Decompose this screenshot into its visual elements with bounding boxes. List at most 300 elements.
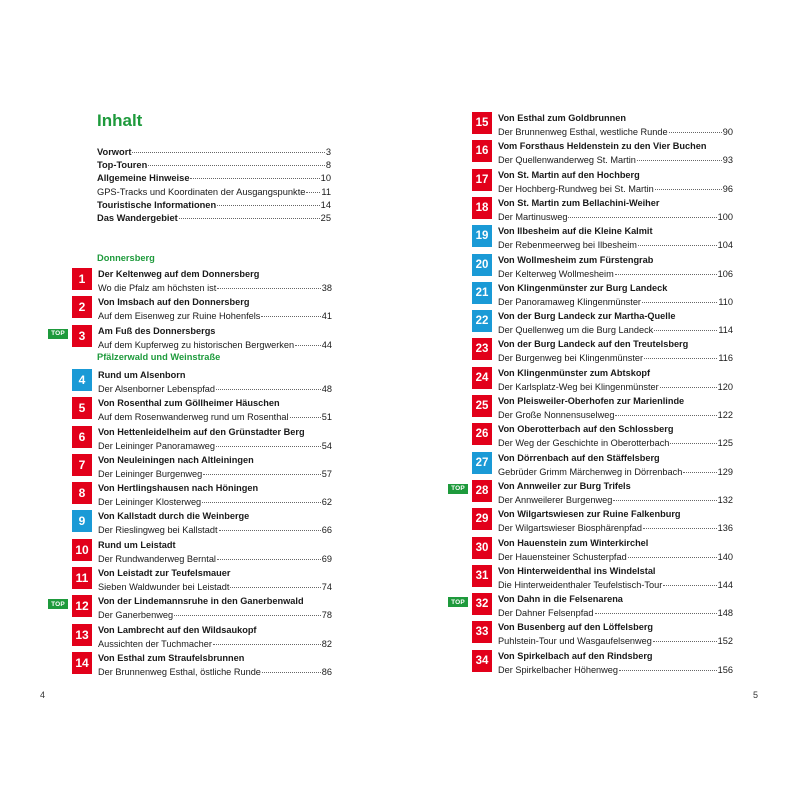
tour-title: Von Leistadt zur Teufelsmauer	[98, 568, 231, 578]
dot-leader	[306, 182, 320, 193]
tour-subtitle: Der Dahner Felsenpfad	[498, 608, 594, 619]
intro-entry-label: Top-Touren	[97, 160, 148, 171]
tour-entry[interactable]	[51, 325, 332, 351]
tour-text	[498, 225, 733, 249]
intro-entry-label: Das Wandergebiet	[97, 212, 178, 223]
tour-subtitle-row	[98, 579, 332, 591]
tour-subtitle-row	[498, 124, 733, 136]
tour-subtitle: Der Brunnenweg Esthal, westliche Runde	[498, 127, 668, 137]
dot-leader	[217, 195, 320, 206]
tour-entry[interactable]	[472, 225, 733, 251]
tour-text	[498, 452, 733, 476]
tour-number-box: 5	[72, 397, 92, 419]
tour-subtitle: Der Leininger Burgenweg	[98, 468, 203, 479]
tour-number-box: 13	[72, 624, 92, 646]
tour-number-box: 27	[472, 452, 492, 474]
intro-entry-page: 8	[325, 160, 331, 171]
tour-number-box: 6	[72, 426, 92, 448]
tour-entry[interactable]	[472, 367, 733, 393]
tour-page-number: 120	[717, 381, 733, 392]
intro-entry-page: 14	[320, 199, 331, 210]
dot-leader	[595, 603, 717, 614]
tour-text	[98, 296, 332, 320]
tour-title: Von Oberotterbach auf den Schlossberg	[498, 424, 674, 435]
tour-title: Rund um Alsenborn	[98, 369, 186, 380]
tour-page-number: 90	[722, 127, 733, 137]
tour-number-box: 10	[72, 539, 92, 561]
tour-entry[interactable]	[472, 140, 733, 166]
tour-subtitle: Der Quellenweg um die Burg Landeck	[498, 325, 654, 336]
tour-number-box: 17	[472, 169, 492, 191]
intro-entry-page: 11	[321, 186, 331, 197]
tour-title: Von Busenberg auf den Löffelsberg	[498, 622, 654, 633]
tour-number-box: 29	[472, 508, 492, 530]
tour-subtitle-row	[98, 551, 332, 563]
tour-page-number: 86	[321, 666, 332, 677]
tour-page-number: 62	[321, 497, 332, 508]
tour-text	[498, 593, 733, 617]
tour-text	[498, 565, 733, 589]
tour-number-box: 15	[472, 112, 492, 134]
tour-subtitle: Der Leininger Panoramaweg	[98, 440, 215, 451]
tour-subtitle-row	[498, 633, 733, 645]
dot-leader	[615, 264, 717, 275]
tour-text	[98, 567, 332, 591]
tour-subtitle: Sieben Waldwunder bei Leistadt	[98, 582, 230, 592]
page-number-left: 4	[40, 690, 46, 700]
tour-entry[interactable]	[472, 112, 733, 138]
tour-text	[498, 254, 733, 278]
dot-leader	[203, 464, 321, 475]
tour-entry[interactable]	[72, 482, 332, 508]
tour-entry[interactable]	[472, 537, 733, 563]
dot-leader	[653, 631, 717, 642]
tour-title: Am Fuß des Donnersbergs	[98, 325, 216, 336]
tour-number-box: 18	[472, 197, 492, 219]
dot-leader	[615, 405, 716, 416]
tour-subtitle-row	[98, 280, 332, 292]
tour-subtitle-row	[498, 435, 733, 447]
tour-entry[interactable]	[472, 254, 733, 280]
dot-leader	[642, 292, 717, 303]
tour-entry[interactable]	[72, 397, 332, 423]
tour-number-box: 8	[72, 482, 92, 504]
tour-entry[interactable]	[72, 567, 332, 593]
tour-text	[98, 482, 332, 506]
tour-subtitle-row	[498, 237, 733, 249]
dot-leader	[148, 155, 325, 166]
tour-entry[interactable]	[472, 452, 733, 478]
dot-leader	[619, 660, 717, 671]
tour-entry[interactable]	[472, 621, 733, 647]
tour-subtitle: Der Rebenmeerweg bei Ilbesheim	[498, 240, 637, 251]
page-number-right: 5	[753, 690, 759, 700]
tour-title: Rund um Leistadt	[98, 539, 176, 550]
tour-number-box: 21	[472, 282, 492, 304]
tour-text	[498, 197, 733, 221]
tour-subtitle: Der Martinusweg	[498, 211, 568, 222]
tour-page-number: 38	[321, 283, 332, 293]
tour-text	[498, 367, 733, 391]
tour-entry[interactable]	[51, 595, 332, 621]
tour-page-number: 114	[718, 325, 733, 336]
tour-title: Von Neuleiningen nach Altleiningen	[98, 454, 254, 465]
tour-number-box: 7	[72, 454, 92, 476]
tour-entry[interactable]	[72, 624, 332, 650]
dot-leader	[660, 377, 717, 388]
tour-title: Von Ilbesheim auf die Kleine Kalmit	[498, 226, 653, 237]
tour-subtitle-row	[498, 464, 733, 476]
tour-text	[498, 537, 733, 561]
dot-leader	[638, 235, 717, 246]
tour-title: Von Annweiler zur Burg Trifels	[498, 480, 631, 491]
tour-title: Von Spirkelbach auf den Rindsberg	[498, 650, 653, 661]
tour-entry[interactable]	[472, 310, 733, 336]
tour-title: Von Hettenleidelheim auf den Grünstadter Berg	[98, 426, 305, 437]
tour-subtitle-row	[98, 466, 332, 478]
tour-subtitle-row	[498, 379, 733, 391]
tour-page-number: 104	[717, 240, 733, 251]
tour-text	[498, 423, 733, 447]
tour-number-box: 1	[72, 268, 92, 290]
tour-entry[interactable]	[472, 423, 733, 449]
dot-leader	[613, 490, 716, 501]
tour-subtitle-row	[98, 664, 332, 676]
tour-subtitle-row	[98, 381, 332, 393]
tour-entry[interactable]	[472, 508, 733, 534]
tour-page-number: 54	[321, 440, 332, 451]
tour-subtitle: Auf dem Kupferweg zu historischen Bergwerken	[98, 339, 295, 350]
tour-subtitle: Der Große Nonnensuselweg	[498, 410, 615, 420]
intro-entry-label: Touristische Informationen	[97, 199, 217, 210]
tour-number-box: 4	[72, 369, 92, 391]
tour-title: Von Rosenthal zum Göllheimer Häuschen	[98, 398, 280, 409]
tour-title: Von St. Martin auf den Hochberg	[498, 169, 640, 180]
intro-entry-page: 10	[320, 173, 331, 184]
tour-number-box: 30	[472, 537, 492, 559]
section-heading-pfaelzerwald: Pfälzerwald und Weinstraße	[97, 352, 221, 362]
tour-subtitle-row	[498, 577, 733, 589]
tour-subtitle: Gebrüder Grimm Märchenweg in Dörrenbach	[498, 466, 683, 477]
tour-entry[interactable]	[72, 268, 332, 294]
tour-title: Von Imsbach auf den Donnersberg	[98, 297, 250, 308]
tour-page-number: 41	[321, 311, 332, 322]
tour-number-box: 32	[472, 593, 492, 615]
tour-number-box: 31	[472, 565, 492, 587]
tour-page-number: 57	[321, 468, 332, 479]
tour-title: Von Esthal zum Straufelsbrunnen	[98, 652, 245, 663]
tour-text	[498, 650, 733, 674]
tour-subtitle-row	[98, 607, 332, 619]
tour-title: Von Wilgartswiesen zur Ruine Falkenburg	[498, 509, 681, 520]
tour-subtitle-row	[498, 181, 733, 193]
tour-text	[98, 539, 332, 563]
tour-subtitle-row	[498, 152, 733, 164]
tour-subtitle-row	[98, 522, 332, 534]
tour-page-number: 152	[717, 636, 733, 647]
tour-subtitle-row	[498, 209, 733, 221]
tour-subtitle-row	[498, 407, 733, 419]
tour-title: Von der Burg Landeck auf den Treutelsberg	[498, 339, 689, 350]
tour-text	[498, 310, 733, 334]
tour-entry[interactable]	[472, 650, 733, 676]
tour-text	[98, 426, 332, 450]
intro-entry-page: 3	[325, 147, 331, 157]
tour-subtitle: Der Kelterweg Wollmesheim	[498, 268, 614, 279]
tour-page-number: 96	[722, 183, 733, 194]
tour-page-number: 148	[717, 608, 733, 619]
dot-leader	[132, 142, 324, 153]
tour-page-number: 129	[717, 466, 733, 477]
intro-entry-label: GPS-Tracks und Koordinaten der Ausgangspunkte	[97, 186, 306, 197]
tour-text	[498, 480, 733, 504]
tour-entry[interactable]	[472, 565, 733, 591]
intro-entry-label: Vorwort	[97, 147, 132, 157]
dot-leader	[683, 462, 716, 473]
tour-page-number: 156	[717, 664, 733, 675]
tour-title: Von Kallstadt durch die Weinberge	[98, 511, 250, 522]
dot-leader	[295, 335, 321, 346]
tour-text	[498, 508, 733, 532]
tour-page-number: 44	[321, 339, 332, 350]
dot-leader	[262, 662, 321, 673]
tour-text	[498, 338, 733, 362]
tour-subtitle-row	[98, 438, 332, 450]
tour-subtitle-row	[498, 662, 733, 674]
tour-page-number: 66	[321, 525, 332, 536]
dot-leader	[219, 520, 321, 531]
tour-title: Von Lambrecht auf den Wildsaukopf	[98, 624, 257, 635]
dot-leader	[663, 575, 716, 586]
tour-number-box: 3	[72, 325, 92, 347]
tour-number-box: 16	[472, 140, 492, 162]
tour-number-box: 33	[472, 621, 492, 643]
tour-subtitle: Der Ganerbenweg	[98, 610, 174, 621]
dot-leader	[643, 518, 717, 529]
tour-subtitle: Der Rieslingweg bei Kallstadt	[98, 525, 218, 536]
dot-leader	[628, 547, 717, 558]
tour-title: Von Hauenstein zum Winterkirchel	[498, 537, 649, 548]
tour-entry[interactable]	[72, 426, 332, 452]
tour-number-box: 23	[472, 338, 492, 360]
tour-subtitle: Der Annweilerer Burgenweg	[498, 494, 613, 505]
tour-entry[interactable]	[472, 338, 733, 364]
tour-subtitle-row	[98, 308, 332, 320]
tour-page-number: 69	[321, 553, 332, 564]
tour-page-number: 48	[321, 383, 332, 394]
tour-subtitle-row	[98, 636, 332, 648]
dot-leader	[568, 207, 716, 218]
tour-number-box: 19	[472, 225, 492, 247]
dot-leader	[190, 168, 319, 179]
tour-entry[interactable]	[72, 369, 332, 395]
tour-text	[498, 169, 733, 193]
tour-text	[98, 454, 332, 478]
tour-entry[interactable]	[472, 282, 733, 308]
intro-entry[interactable]	[97, 210, 331, 223]
tour-subtitle: Der Burgenweg bei Klingenmünster	[498, 353, 644, 364]
tour-number-box: 11	[72, 567, 92, 589]
tour-title: Von der Lindemannsruhe in den Ganerbenwald	[98, 596, 304, 607]
tour-text	[98, 397, 332, 421]
tour-text	[98, 510, 332, 534]
tour-subtitle-row	[98, 494, 332, 506]
tour-subtitle: Der Hochberg-Rundweg bei St. Martin	[498, 183, 654, 194]
tour-entry[interactable]	[472, 197, 733, 223]
dot-leader	[669, 122, 722, 133]
tour-page-number: 93	[722, 155, 733, 166]
section-heading-donnersberg: Donnersberg	[97, 253, 155, 263]
intro-entry[interactable]	[97, 170, 331, 183]
tour-page-number: 122	[717, 410, 733, 420]
tour-title: Von der Burg Landeck zur Martha-Quelle	[498, 311, 676, 322]
tour-entry[interactable]	[72, 454, 332, 480]
tour-title: Von St. Martin zum Bellachini-Weiher	[498, 197, 660, 208]
tour-title: Von Klingenmünster zum Abtskopf	[498, 367, 651, 378]
dot-leader	[174, 605, 321, 616]
dot-leader	[290, 407, 321, 418]
tour-text	[498, 140, 733, 164]
tour-text	[98, 369, 332, 393]
tour-subtitle: Die Hinterweidenthaler Teufelstisch-Tour	[498, 579, 663, 590]
dot-leader	[216, 436, 321, 447]
tour-page-number: 100	[717, 211, 733, 222]
tour-subtitle: Der Quellenwanderweg St. Martin	[498, 155, 636, 166]
tour-page-number: 144	[717, 579, 733, 590]
tour-text	[498, 282, 733, 306]
tour-page-number: 116	[718, 353, 733, 364]
dot-leader	[637, 150, 722, 161]
tour-subtitle: Der Brunnenweg Esthal, östliche Runde	[98, 666, 261, 677]
tour-page-number: 106	[717, 268, 733, 279]
dot-leader	[261, 306, 320, 317]
tour-number-box: 28	[472, 480, 492, 502]
tour-page-number: 74	[321, 582, 332, 592]
tour-title: Von Pleisweiler-Oberhofen zur Marienlinde	[498, 396, 685, 406]
tour-page-number: 51	[321, 412, 332, 423]
tour-number-box: 24	[472, 367, 492, 389]
tour-subtitle: Puhlstein-Tour und Wasgaufelsenweg	[498, 636, 652, 647]
top-tour-badge: TOP	[48, 599, 68, 609]
tour-number-box: 25	[472, 395, 492, 417]
tour-subtitle-row	[498, 294, 733, 306]
tour-entry[interactable]	[72, 296, 332, 322]
top-tour-badge: TOP	[448, 597, 468, 607]
tour-subtitle: Der Hauensteiner Schusterpfad	[498, 551, 627, 562]
tour-number-box: 20	[472, 254, 492, 276]
tour-subtitle-row	[498, 322, 733, 334]
tour-title: Von Hinterweidenthal ins Windelstal	[498, 565, 656, 576]
tour-entry[interactable]	[451, 593, 733, 619]
tour-page-number: 125	[717, 438, 733, 449]
tour-number-box: 26	[472, 423, 492, 445]
tour-text	[98, 325, 332, 349]
tour-number-box: 9	[72, 510, 92, 532]
dot-leader	[670, 433, 716, 444]
tour-subtitle: Der Leininger Klosterweg	[98, 497, 202, 508]
tour-text	[498, 395, 733, 419]
tour-subtitle-row	[498, 266, 733, 278]
intro-entry-label: Allgemeine Hinweise	[97, 173, 190, 184]
tour-page-number: 110	[718, 296, 733, 307]
tour-entry[interactable]	[472, 169, 733, 195]
tour-entry[interactable]	[451, 480, 733, 506]
tour-title: Von Dahn in die Felsenarena	[498, 594, 623, 605]
tour-subtitle: Der Karlsplatz-Weg bei Klingenmünster	[498, 381, 659, 392]
tour-text	[98, 624, 332, 648]
tour-subtitle: Auf dem Eisenweg zur Ruine Hohenfels	[98, 311, 261, 322]
dot-leader	[217, 549, 321, 560]
intro-entry-page: 25	[320, 212, 331, 223]
tour-entry[interactable]	[72, 510, 332, 536]
dot-leader	[654, 320, 717, 331]
top-tour-badge: TOP	[448, 484, 468, 494]
tour-text	[98, 595, 332, 619]
tour-title: Von Dörrenbach auf den Stäffelsberg	[498, 452, 660, 463]
tour-number-box: 2	[72, 296, 92, 318]
tour-subtitle: Der Weg der Geschichte in Oberotterbach	[498, 438, 670, 449]
tour-subtitle: Der Panoramaweg Klingenmünster	[498, 296, 641, 307]
dot-leader	[202, 492, 321, 503]
tour-title: Von Wollmesheim zum Fürstengrab	[498, 254, 654, 265]
tour-subtitle: Der Spirkelbacher Höhenweg	[498, 664, 619, 675]
tour-subtitle-row	[498, 350, 733, 362]
tour-page-number: 132	[717, 494, 733, 505]
tour-subtitle: Wo die Pfalz am höchsten ist	[98, 283, 217, 293]
tour-text	[98, 268, 332, 292]
tour-title: Von Hertlingshausen nach Höningen	[98, 483, 259, 494]
tour-title: Der Keltenweg auf dem Donnersberg	[98, 269, 260, 279]
tour-page-number: 78	[321, 610, 332, 621]
tour-subtitle: Der Rundwanderweg Berntal	[98, 553, 216, 564]
tour-title: Von Esthal zum Goldbrunnen	[498, 113, 626, 123]
tour-subtitle: Auf dem Rosenwanderweg rund um Rosenthal	[98, 412, 289, 423]
intro-list	[97, 144, 331, 223]
tour-subtitle: Aussichten der Tuchmacher	[98, 638, 212, 649]
dot-leader	[213, 634, 321, 645]
top-tour-badge: TOP	[48, 329, 68, 339]
tour-text	[498, 621, 733, 645]
page-title: Inhalt	[97, 111, 143, 130]
tour-text	[498, 112, 733, 136]
dot-leader	[644, 348, 717, 359]
tour-subtitle: Der Wilgartswieser Biosphärenpfad	[498, 523, 642, 534]
tour-title: Vom Forsthaus Heldenstein zu den Vier Buchen	[498, 141, 707, 152]
dot-leader	[655, 179, 722, 190]
tour-subtitle: Der Alsenborner Lebenspfad	[98, 383, 215, 394]
tour-subtitle-row	[498, 549, 733, 561]
dot-leader	[230, 577, 320, 588]
tour-subtitle-row	[498, 492, 733, 504]
right-page	[400, 0, 800, 800]
tour-subtitle-row	[498, 605, 733, 617]
tour-entry[interactable]	[72, 652, 332, 678]
tour-number-box: 34	[472, 650, 492, 672]
tour-subtitle-row	[98, 337, 332, 349]
tour-number-box: 12	[72, 595, 92, 617]
tour-subtitle-row	[498, 520, 733, 532]
tour-page-number: 140	[717, 551, 733, 562]
tour-page-number: 82	[321, 638, 332, 649]
dot-leader	[216, 379, 321, 390]
dot-leader	[179, 208, 320, 219]
tour-text	[98, 652, 332, 676]
tour-title: Von Klingenmünster zur Burg Landeck	[498, 282, 668, 293]
tour-subtitle-row	[98, 409, 332, 421]
tour-number-box: 22	[472, 310, 492, 332]
tour-entry[interactable]	[472, 395, 733, 421]
tour-entry[interactable]	[72, 539, 332, 565]
